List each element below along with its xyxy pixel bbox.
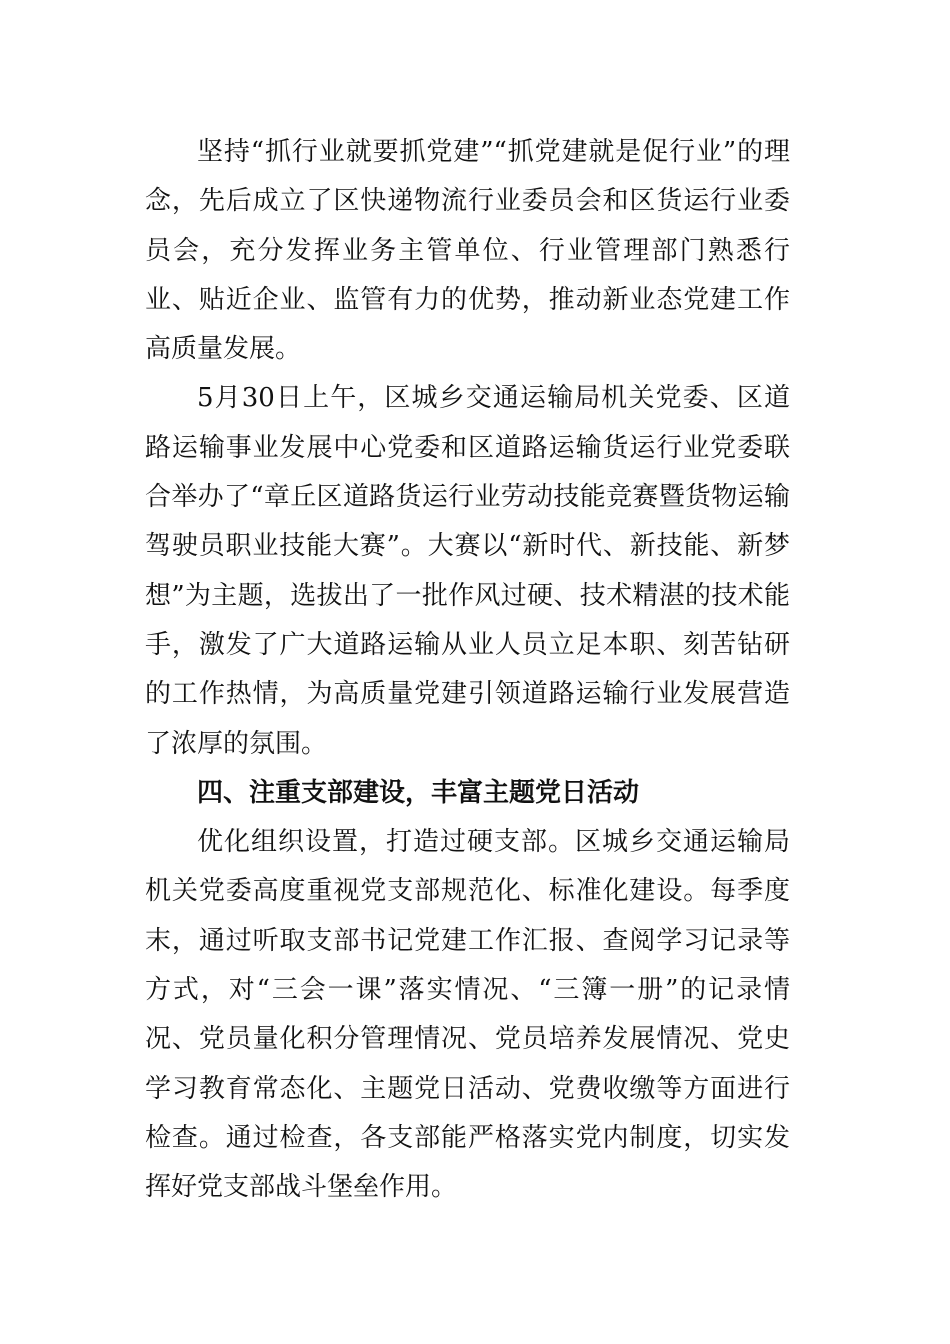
- paragraph-skills-competition: 5月30日上午，区城乡交通运输局机关党委、区道路运输事业发展中心党委和区道路运输货运行业党委联合举办了“章丘区道路货运行业劳动技能竞赛暨货物运输驾驶员职业技能大赛”。大赛以“新时代、新技能、新梦想”为主题，选拔出了一批作风过硬、技术精湛的技术能手，激发了广大道路运输从业人员立足本职、刻苦钻研的工作热情，为高质量党建引领道路运输行业发展营造了浓厚的氛围。: [145, 383, 790, 759]
- paragraph-branch-building: 优化组织设置，打造过硬支部。区城乡交通运输局机关党委高度重视党支部规范化、标准化建设。每季度末，通过听取支部书记党建工作汇报、查阅学习记录等方式，对“三会一课”落实情况、“三簿一册”的记录情况、党员量化积分管理情况、党员培养发展情况、党史学习教育常态化、主题党日活动、党费收缴等方面进行检查。通过检查，各支部能严格落实党内制度，切实发挥好党支部战斗堡垒作用。: [145, 827, 790, 1203]
- section-heading: 四、注重支部建设，丰富主题党日活动: [197, 777, 640, 808]
- document-body: [145, 128, 790, 1213]
- paragraph-industry-committees: 坚持“抓行业就要抓党建”“抓党建就是促行业”的理念，先后成立了区快递物流行业委员会和区货运行业委员会，充分发挥业务主管单位、行业管理部门熟悉行业、贴近企业、监管有力的优势，推动新业态党建工作高质量发展。: [145, 137, 790, 365]
